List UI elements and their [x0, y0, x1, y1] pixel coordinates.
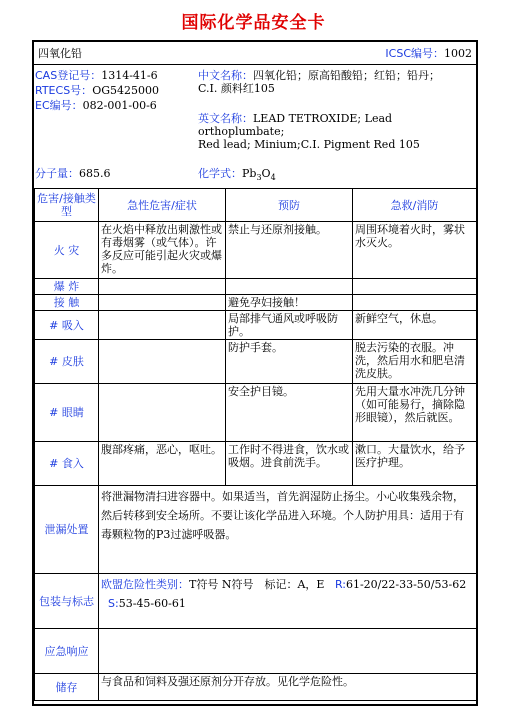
ingestion-hazard: 腹部疼痛，恶心，呕吐。 [99, 442, 226, 486]
eu-class-label: 欧盟危险性类别： [101, 578, 189, 591]
emergency-text [99, 629, 477, 674]
table-row [35, 574, 477, 629]
table-header-row [35, 189, 477, 222]
skin-aid: 脱去污染的衣服。冲洗，然后用水和肥皂清洗皮肤。 [353, 340, 477, 384]
rtecs-label: RTECS号： [35, 84, 93, 97]
safety-card [32, 40, 478, 706]
table-row [35, 442, 477, 486]
cn-name-line2: C.I. 颜料红105 [198, 82, 275, 95]
cn-name-label: 中文名称： [198, 69, 253, 82]
hazard-table [34, 188, 477, 701]
chemical-name: 四氧化铅 [38, 47, 82, 60]
row-label-spill: 泄漏处置 [35, 486, 99, 574]
contact-hazard [99, 295, 226, 311]
fire-hazard: 在火焰中释放出刺激性或有毒烟雾（或气体）。许多反应可能引起火灾或爆炸。 [99, 222, 226, 279]
row-label-packaging: 包装与标志 [35, 574, 99, 629]
header-hazard-type: 危害/接触类型 [35, 189, 99, 222]
contact-prevention: 避免孕妇接触！ [226, 295, 353, 311]
cas-label: CAS登记号： [35, 69, 102, 82]
table-row [35, 222, 477, 279]
s-phrase-value: 53-45-60-61 [118, 597, 186, 610]
contact-aid [353, 295, 477, 311]
skin-hazard [99, 340, 226, 384]
ec-number [35, 99, 157, 112]
english-name [198, 112, 474, 151]
fire-aid: 周围环境着火时，雾状水灭火。 [353, 222, 477, 279]
storage-text: 与食品和饲料及强还原剂分开存放。见化学危险性。 [99, 674, 477, 701]
table-row [35, 295, 477, 311]
r-phrase-label: R: [334, 578, 346, 591]
table-row [35, 311, 477, 340]
formula-label: 化学式： [198, 167, 242, 180]
fire-prevention: 禁止与还原剂接触。 [226, 222, 353, 279]
cas-value: 1314-41-6 [101, 69, 158, 82]
en-name-line1: LEAD TETROXIDE; Lead orthoplumbate; [198, 112, 393, 138]
row-label-explosion: 爆 炸 [35, 279, 99, 295]
explosion-hazard [99, 279, 226, 295]
row-label-storage: 储存 [35, 674, 99, 701]
rtecs-value: OG5425000 [92, 84, 159, 97]
row-label-inhalation: # 吸入 [35, 311, 99, 340]
cas-number [35, 69, 158, 82]
row-label-ingestion: # 食入 [35, 442, 99, 486]
explosion-prevention [226, 279, 353, 295]
explosion-aid [353, 279, 477, 295]
r-phrase-value: 61-20/22-33-50/53-62 [345, 578, 467, 591]
row-label-skin: # 皮肤 [35, 340, 99, 384]
table-row [35, 340, 477, 384]
en-name-line2: Red lead; Minium;C.I. Pigment Red 105 [198, 138, 420, 151]
packaging-text [99, 574, 477, 629]
header-first-aid: 急救/消防 [353, 189, 477, 222]
inhalation-aid: 新鲜空气，休息。 [353, 311, 477, 340]
chinese-name [198, 69, 474, 95]
table-row [35, 629, 477, 674]
rtecs-number [35, 84, 159, 97]
s-phrase-label: S: [108, 597, 119, 610]
icsc-value: 1002 [444, 47, 472, 60]
icsc-number [385, 47, 472, 60]
eyes-aid: 先用大量水冲洗几分钟（如可能易行，摘除隐形眼镜），然后就医。 [353, 384, 477, 442]
icsc-label: ICSC编号： [385, 47, 444, 60]
table-row [35, 279, 477, 295]
inhalation-hazard [99, 311, 226, 340]
mw-value: 685.6 [79, 167, 111, 180]
eyes-prevention: 安全护目镜。 [226, 384, 353, 442]
chemical-formula [198, 167, 276, 184]
mw-label: 分子量： [35, 167, 79, 180]
header-prevention: 预防 [226, 189, 353, 222]
ec-value: 082-001-00-6 [82, 99, 157, 112]
eyes-hazard [99, 384, 226, 442]
row-label-eyes: # 眼睛 [35, 384, 99, 442]
molecular-weight [35, 167, 111, 180]
ec-label: EC编号： [35, 99, 83, 112]
table-row [35, 384, 477, 442]
inhalation-prevention: 局部排气通风或呼吸防护。 [226, 311, 353, 340]
skin-prevention: 防护手套。 [226, 340, 353, 384]
eu-class-value: T符号 N符号 标记：A，E [189, 578, 325, 591]
card-title: 国际化学品安全卡 [181, 13, 326, 33]
cn-name-line1: 四氧化铅；原高铅酸铅；红铅；铅丹； [253, 69, 440, 82]
table-row [35, 674, 477, 701]
spill-text: 将泄漏物清扫进容器中。如果适当，首先润湿防止扬尘。小心收集残余物，然后转移到安全场所。不要让该化学品进入环境。个人防护用具：适用于有毒颗粒物的P3过滤呼吸器。 [99, 486, 477, 574]
header-acute-hazard: 急性危害/症状 [99, 189, 226, 222]
ingestion-aid: 漱口。大量饮水，给予医疗护理。 [353, 442, 477, 486]
ingestion-prevention: 工作时不得进食，饮水或吸烟。进食前洗手。 [226, 442, 353, 486]
table-row [35, 486, 477, 574]
row-label-contact: 接 触 [35, 295, 99, 311]
en-name-label: 英文名称： [198, 112, 253, 125]
divider [34, 64, 476, 65]
formula-value: $Pb_3O_4$ [242, 167, 276, 183]
row-label-fire: 火 灾 [35, 222, 99, 279]
row-label-emergency: 应急响应 [35, 629, 99, 674]
